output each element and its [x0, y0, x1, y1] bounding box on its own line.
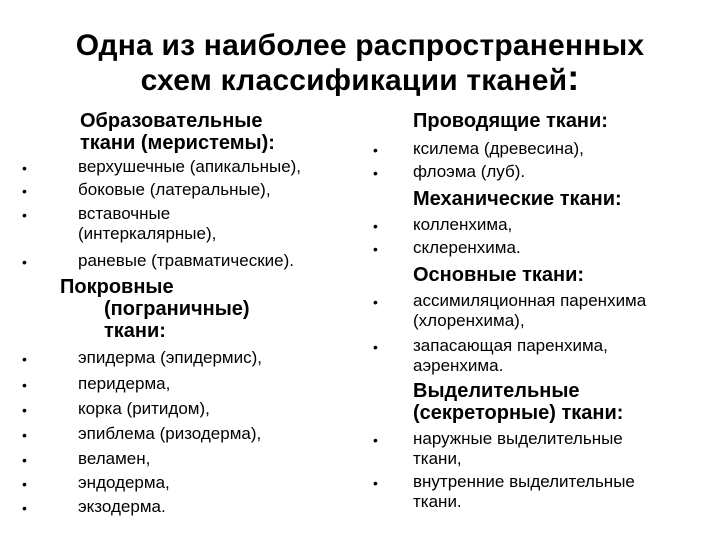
bullet-icon: •: [373, 165, 378, 181]
bullet-icon: •: [22, 351, 27, 367]
mechanical-item-collenchyma: колленхима,: [413, 215, 513, 234]
meristem-heading-line-2: ткани (меристемы):: [80, 132, 275, 154]
cover-item-exoderm: экзодерма.: [78, 497, 166, 516]
mechanical-heading: Механические ткани:: [413, 188, 622, 210]
bullet-icon: •: [22, 427, 27, 443]
bullet-icon: •: [22, 500, 27, 516]
mechanical-item-sclerenchyma: склеренхима.: [413, 238, 521, 257]
bullet-icon: •: [22, 207, 27, 223]
bullet-icon: •: [22, 402, 27, 418]
bullet-icon: •: [22, 452, 27, 468]
bullet-icon: •: [373, 294, 378, 310]
cover-item-endoderm: эндодерма,: [78, 473, 170, 492]
secretory-heading-line-2: (секреторные) ткани:: [413, 402, 624, 424]
secretory-item-external-line-2: ткани,: [413, 449, 462, 468]
cover-heading-line-2: (пограничные): [104, 298, 250, 320]
cover-item-velamen: веламен,: [78, 449, 151, 468]
title-colon: :: [567, 57, 580, 98]
bullet-icon: •: [22, 160, 27, 176]
secretory-item-internal-line-1: внутренние выделительные: [413, 472, 635, 491]
ground-item-assimilation: [413, 291, 646, 331]
secretory-heading: [413, 380, 623, 424]
cover-item-epidermis: эпидерма (эпидермис),: [78, 348, 263, 367]
meristem-item-intercalary-line-2: (интеркалярные),: [78, 224, 217, 243]
bullet-icon: •: [22, 377, 27, 393]
secretory-item-external: [413, 429, 623, 469]
cover-item-epiblem: эпиблема (ризодерма),: [78, 424, 262, 443]
cover-heading: [60, 276, 250, 342]
bullet-icon: •: [373, 218, 378, 234]
bullet-icon: •: [22, 476, 27, 492]
ground-heading: Основные ткани:: [413, 264, 585, 286]
secretory-item-internal-line-2: ткани.: [413, 492, 462, 511]
conducting-heading: Проводящие ткани:: [413, 110, 608, 132]
bullet-icon: •: [22, 183, 27, 199]
bullet-icon: •: [373, 339, 378, 355]
bullet-icon: •: [22, 254, 27, 270]
bullet-icon: •: [373, 241, 378, 257]
ground-item-assimilation-line-2: (хлоренхима),: [413, 311, 525, 330]
title-line-2-text: схем классификации тканей: [140, 64, 568, 97]
cover-item-bark: корка (ритидом),: [78, 399, 210, 418]
meristem-heading-line-1: Образовательные: [80, 110, 263, 132]
conducting-item-phloem: флоэма (луб).: [413, 162, 526, 181]
meristem-heading: [80, 110, 275, 154]
secretory-item-external-line-1: наружные выделительные: [413, 429, 623, 448]
secretory-item-internal: [413, 472, 635, 512]
ground-item-storage: [413, 336, 608, 376]
bullet-icon: •: [373, 432, 378, 448]
cover-heading-line-1: Покровные: [60, 276, 174, 298]
page-title: [0, 30, 720, 97]
title-line-1: Одна из наиболее распространенных: [75, 29, 645, 62]
meristem-item-intercalary: [78, 204, 216, 244]
meristem-item-lateral: боковые (латеральные),: [78, 180, 271, 199]
secretory-heading-line-1: Выделительные: [413, 380, 580, 402]
bullet-icon: •: [373, 475, 378, 491]
meristem-item-intercalary-line-1: вставочные: [78, 204, 171, 223]
meristem-item-wound: раневые (травматические).: [78, 251, 295, 270]
ground-item-storage-line-1: запасающая паренхима,: [413, 336, 608, 355]
meristem-item-apical: верхушечные (апикальные),: [78, 157, 302, 176]
cover-heading-line-3: ткани:: [104, 320, 166, 342]
conducting-item-xylem: ксилема (древесина),: [413, 139, 584, 158]
title-line-2: [0, 57, 720, 98]
bullet-icon: •: [373, 142, 378, 158]
ground-item-storage-line-2: аэренхима.: [413, 356, 504, 375]
cover-item-periderm: перидерма,: [78, 374, 171, 393]
ground-item-assimilation-line-1: ассимиляционная паренхима: [413, 291, 647, 310]
